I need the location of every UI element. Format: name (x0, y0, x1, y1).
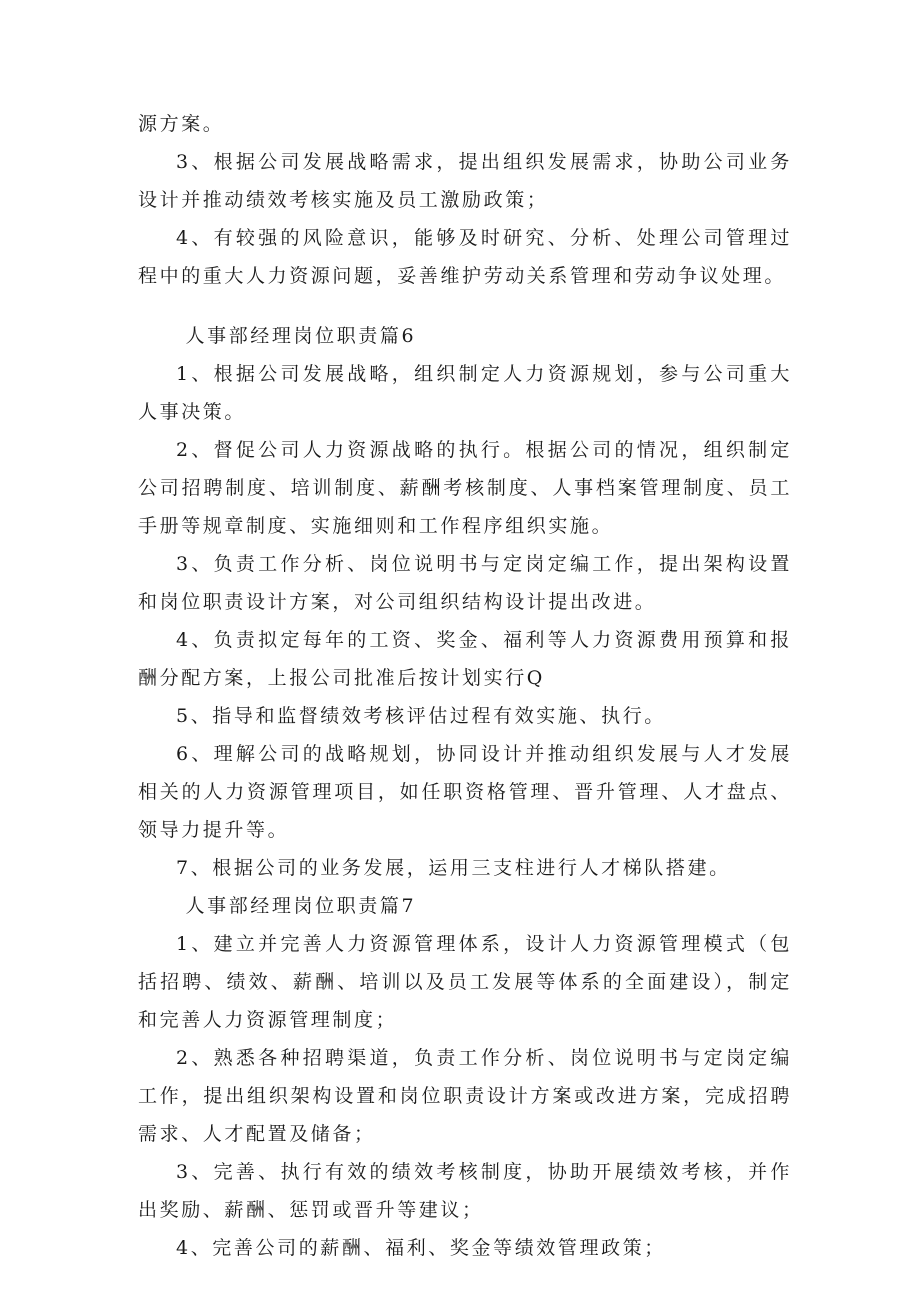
duty-item: 1、根据公司发展战略，组织制定人力资源规划，参与公司重大人事决策。 (138, 363, 792, 423)
duty-item: 3、负责工作分析、岗位说明书与定岗定编工作，提出架构设置和岗位职责设计方案，对公司组织结构设计提出改进。 (138, 553, 792, 613)
duty-item: 5、指导和监督绩效考核评估过程有效实施、执行。 (176, 705, 666, 727)
continuation-paragraph: 源方案。 (138, 113, 225, 135)
section-heading: 人事部经理岗位职责篇7 (185, 895, 417, 917)
duty-item: 1、建立并完善人力资源管理体系，设计人力资源管理模式（包括招聘、绩效、薪酬、培训以及员工发展等体系的全面建设），制定和完善人力资源管理制度； (138, 933, 792, 1031)
duty-item: 4、负责拟定每年的工资、奖金、福利等人力资源费用预算和报酬分配方案，上报公司批准后按计划实行Q (138, 629, 792, 689)
duty-item: 4、有较强的风险意识，能够及时研究、分析、处理公司管理过程中的重大人力资源问题，妥善维护劳动关系管理和劳动争议处理。 (138, 227, 792, 287)
duty-item: 3、根据公司发展战略需求，提出组织发展需求，协助公司业务设计并推动绩效考核实施及员工激励政策； (138, 151, 792, 211)
duty-item: 2、督促公司人力资源战略的执行。根据公司的情况，组织制定公司招聘制度、培训制度、薪酬考核制度、人事档案管理制度、员工手册等规章制度、实施细则和工作程序组织实施。 (138, 439, 792, 537)
duty-item: 4、完善公司的薪酬、福利、奖金等绩效管理政策； (176, 1237, 666, 1259)
section-spacer (138, 295, 792, 317)
document-body (138, 105, 792, 1267)
section-heading: 人事部经理岗位职责篇6 (185, 325, 417, 347)
duty-item: 6、理解公司的战略规划，协同设计并推动组织发展与人才发展相关的人力资源管理项目，如任职资格管理、晋升管理、人才盘点、领导力提升等。 (138, 743, 792, 841)
duty-item: 3、完善、执行有效的绩效考核制度，协助开展绩效考核，并作出奖励、薪酬、惩罚或晋升等建议； (138, 1161, 792, 1221)
duty-item: 7、根据公司的业务发展，运用三支柱进行人才梯队搭建。 (176, 857, 731, 879)
duty-item: 2、熟悉各种招聘渠道，负责工作分析、岗位说明书与定岗定编工作，提出组织架构设置和岗位职责设计方案或改进方案，完成招聘需求、人才配置及储备； (138, 1047, 792, 1145)
